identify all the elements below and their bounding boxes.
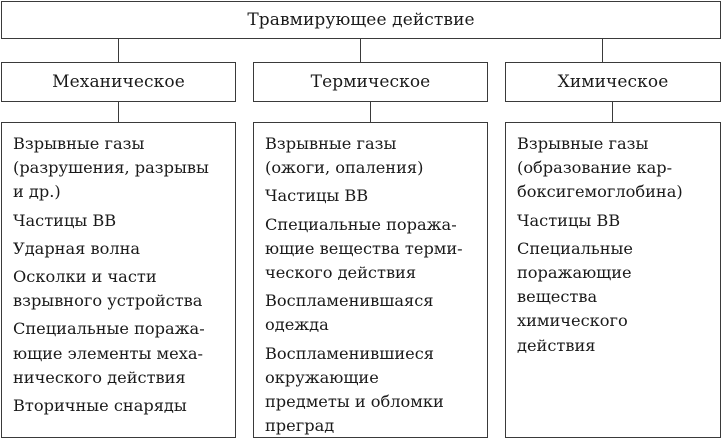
category-content-chemical [505, 122, 721, 438]
list-item: Частицы ВВ [265, 186, 369, 206]
category-title: Термическое [310, 72, 431, 92]
list-item: Частицы ВВ [517, 210, 621, 230]
connector-horizontal [118, 39, 119, 62]
connector-vertical [370, 102, 371, 122]
list-item: Взрывные газы (образование кар- боксигемоглобина) [517, 134, 683, 202]
list-item: Ударная волна [13, 238, 141, 258]
category-title: Механическое [52, 72, 185, 92]
list-item: Вторичные снаряды [13, 396, 187, 416]
category-header-mechanical [1, 62, 236, 102]
list-item: Специальные поража- ющие вещества терми- ческого действия [265, 214, 463, 283]
list-item: Специальные поража- ющие элементы меха- нического действия [13, 319, 205, 387]
list-item: Взрывные газы (разрушения, разрывы и др.) [13, 134, 209, 202]
list-item: Воспламенившаяся одежда [265, 291, 434, 335]
root-title: Травмирующее действие [247, 10, 475, 30]
list-item: Воспламенившиеся окружающие предметы и обломки преград [265, 343, 444, 436]
category-content-thermal [253, 122, 488, 438]
connector-horizontal [602, 39, 603, 62]
category-header-thermal [253, 62, 488, 102]
list-item: Осколки и части взрывного устройства [13, 267, 203, 311]
connector-vertical [612, 102, 613, 122]
connector-vertical [118, 102, 119, 122]
connector-horizontal [360, 39, 361, 62]
list-item: Взрывные газы (ожоги, опаления) [265, 134, 424, 178]
root-box [1, 1, 721, 39]
list-item: Специальные поражающие вещества химического действия [517, 238, 633, 355]
category-title: Химическое [557, 72, 669, 92]
category-content-mechanical [1, 122, 236, 438]
list-item: Частицы ВВ [13, 210, 117, 230]
category-header-chemical [505, 62, 721, 102]
